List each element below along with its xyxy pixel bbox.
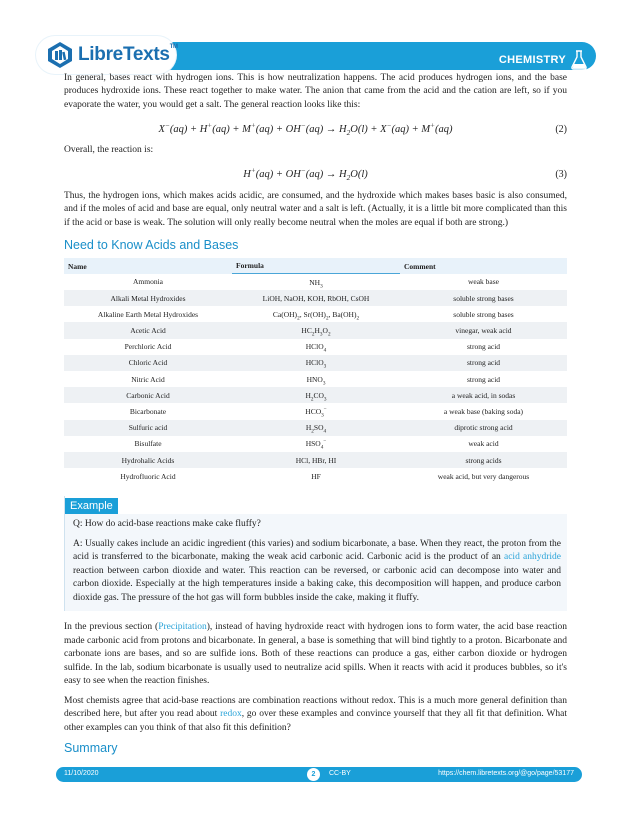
- cell-name: Chloric Acid: [64, 355, 232, 371]
- table-row: [64, 468, 567, 484]
- table-row: [64, 387, 567, 403]
- logo-text: LibreTexts™: [78, 44, 178, 65]
- cell-name: Acetic Acid: [64, 322, 232, 338]
- cell-formula: HCl, HBr, HI: [232, 452, 400, 468]
- cell-name: Perchloric Acid: [124, 342, 172, 352]
- cell-formula: $Ca(OH)_2$, $Sr(OH)_2$, $Ba(OH)_2$: [272, 309, 360, 322]
- header-bar: [146, 42, 596, 70]
- flask-icon: [570, 50, 588, 70]
- cell-comment: diprotic strong acid: [400, 420, 567, 436]
- after-paragraph-2: Most chemists agree that acid-base reactions are combination reactions without redox. This is a much more general definition than described here, but after you read about redox, go over these examples and convince yourself that they all fit that definition. What other examples can you think of that also fit this definition?: [64, 695, 567, 733]
- example-body: [65, 514, 567, 611]
- cell-formula: $HSO_4^-$: [305, 438, 327, 451]
- intro-paragraph-1: In general, bases react with hydrogen ions. This is how neutralization happens. The acid produces hydrogen ions, and the base produces hydroxide ions. These react together to make water. The anion that came from the acid and the cation are left, so if you evaporate the water, you would get a salt. The general reaction looks like this:: [64, 73, 567, 110]
- cell-name: Bicarbonate: [129, 406, 167, 416]
- intro-paragraph-2: Overall, the reaction is:: [64, 145, 154, 156]
- redox-link[interactable]: redox: [220, 709, 242, 720]
- cell-name: Ammonia: [133, 277, 163, 287]
- example-box: [64, 496, 567, 611]
- footer-date: 11/10/2020: [64, 770, 99, 777]
- cell-formula: HF: [311, 471, 321, 481]
- column-header-comment: Comment: [400, 258, 567, 274]
- libretexts-logo-icon: [46, 41, 74, 69]
- page-header: [36, 36, 596, 74]
- table-row: [64, 420, 567, 436]
- equation-2-number: (2): [555, 123, 567, 135]
- table-row: [64, 371, 567, 387]
- cell-comment: strong acids: [400, 452, 567, 468]
- table-row: [64, 355, 567, 371]
- cell-name: Hydrofluoric Acid: [120, 471, 176, 481]
- main-content: [64, 72, 567, 761]
- cell-name: Bisulfate: [134, 439, 162, 449]
- subject-label: CHEMISTRY: [498, 54, 566, 66]
- cell-comment: vinegar, weak acid: [400, 322, 567, 338]
- cell-formula: $HC_2H_3O_2$: [232, 322, 400, 338]
- summary-heading: Summary: [64, 741, 118, 756]
- column-header-name: Name: [64, 258, 232, 274]
- table-header-row: [64, 258, 567, 274]
- equation-3-expression: $H^+(aq) + OH^-(aq) \to H_2O(l)$: [243, 165, 368, 183]
- footer-page-number: 2: [307, 768, 320, 781]
- table-row: [64, 322, 567, 338]
- table-row: [64, 436, 567, 452]
- intro-paragraph-3: Thus, the hydrogen ions, which makes acids acidic, are consumed, and the hydroxide which makes bases basic is also consumed, and if the moles of acid and base are equal, only neutral water and a salt is left. (Actually, it is a little bit more complicated than this if the acid or base is weak. The solution will only really become neutral when the moles are equal if both are strong.): [64, 190, 567, 228]
- cell-name: Alkaline Earth Metal Hydroxides: [97, 309, 199, 319]
- cell-formula: HClO$_3$: [232, 355, 400, 371]
- cell-formula: $H_2CO_3$: [232, 387, 400, 403]
- cell-comment: weak base: [467, 277, 500, 287]
- precipitation-link[interactable]: Precipitation: [158, 622, 207, 633]
- cell-comment: soluble strong bases: [400, 290, 567, 306]
- cell-name: Alkali Metal Hydroxides: [64, 290, 232, 306]
- cell-formula: LiOH, NaOH, KOH, RbOH, CsOH: [232, 290, 400, 306]
- table-row: [64, 306, 567, 322]
- equation-2: [64, 118, 567, 140]
- acid-anhydride-link[interactable]: acid anhydride: [504, 552, 562, 563]
- example-title: Example: [65, 498, 118, 514]
- cell-name: Carbonic Acid: [64, 387, 232, 403]
- cell-formula: $H_2SO_4$: [232, 420, 400, 436]
- cell-comment: a weak acid, in sodas: [400, 387, 567, 403]
- acids-bases-table: [64, 258, 567, 484]
- cell-name: Hydrohalic Acids: [64, 452, 232, 468]
- equation-3: [64, 164, 567, 186]
- table-row: [64, 290, 567, 306]
- table-row: [64, 339, 567, 355]
- cell-name: Nitric Acid: [131, 374, 165, 384]
- table-heading: Need to Know Acids and Bases: [64, 238, 239, 253]
- table-row: [64, 274, 567, 290]
- footer-license: CC-BY: [329, 770, 351, 777]
- cell-comment: weak acid, but very dangerous: [437, 471, 530, 481]
- table-row: [64, 403, 567, 419]
- cell-comment: strong acid: [466, 342, 501, 352]
- cell-formula: $HNO_3$: [306, 374, 326, 387]
- libretexts-logo[interactable]: [46, 40, 178, 70]
- cell-formula: $HCO_3^-$: [305, 406, 327, 419]
- example-question: Q: How do acid-base reactions make cake fluffy?: [73, 519, 261, 530]
- table-row: [64, 452, 567, 468]
- cell-formula: HClO$_4$: [305, 342, 327, 354]
- cell-comment: weak acid: [468, 439, 499, 449]
- equation-3-number: (3): [555, 169, 567, 181]
- logo-pill[interactable]: [36, 36, 176, 74]
- cell-formula: $NH_3$: [309, 277, 323, 290]
- cell-comment: soluble strong bases: [453, 309, 514, 319]
- cell-comment: a weak base (baking soda): [443, 406, 524, 416]
- cell-comment: strong acid: [466, 374, 501, 384]
- after-paragraph-1: In the previous section (Precipitation), instead of having hydroxide react with hydrogen ions to form water, the acid base reaction made carbonic acid from protons and bicarbonate. In general, a base is something that will bind tightly to a proton. Bicarbonate and carbonate ions are bases, and so are sulfide ions. Both of these reactions can produce a gas, either carbon dioxide or hydrogen sulfide. In the lab, sodium bicarbonate is usually used to neutralize acid spills. When it reacts with acid it produces bubbles, so it's easy to see when the reaction finishes.: [64, 622, 567, 687]
- cell-name: Sulfuric acid: [64, 420, 232, 436]
- equation-2-expression: $X^-(aq) + H^+(aq) + M^+(aq) + OH^-(aq) \to H_2O(l) + X^-(aq) + M^+(aq)$: [158, 120, 453, 138]
- column-header-formula: Formula: [232, 258, 400, 274]
- footer-url-link[interactable]: https://chem.libretexts.org/@go/page/53177: [438, 770, 574, 777]
- cell-comment: strong acid: [400, 355, 567, 371]
- example-answer: A: Usually cakes include an acidic ingredient (this varies) and sodium bicarbonate, a base. When they react, the proton from the acid is transferred to the bicarbonate, making the weak acid carbonic acid. Carbonic acid is the product of an acid anhydride reaction between carbon dioxide and water. This reaction can be reversed, or carbonic acid can decompose into water and carbon dioxide. Especially at the high temperatures inside a baking cake, this decomposition will happen, and produce carbon dioxide gas. The pressure of the hot gas will form bubbles inside the cake, making it fluffy.: [73, 538, 562, 603]
- page-footer: [56, 767, 582, 782]
